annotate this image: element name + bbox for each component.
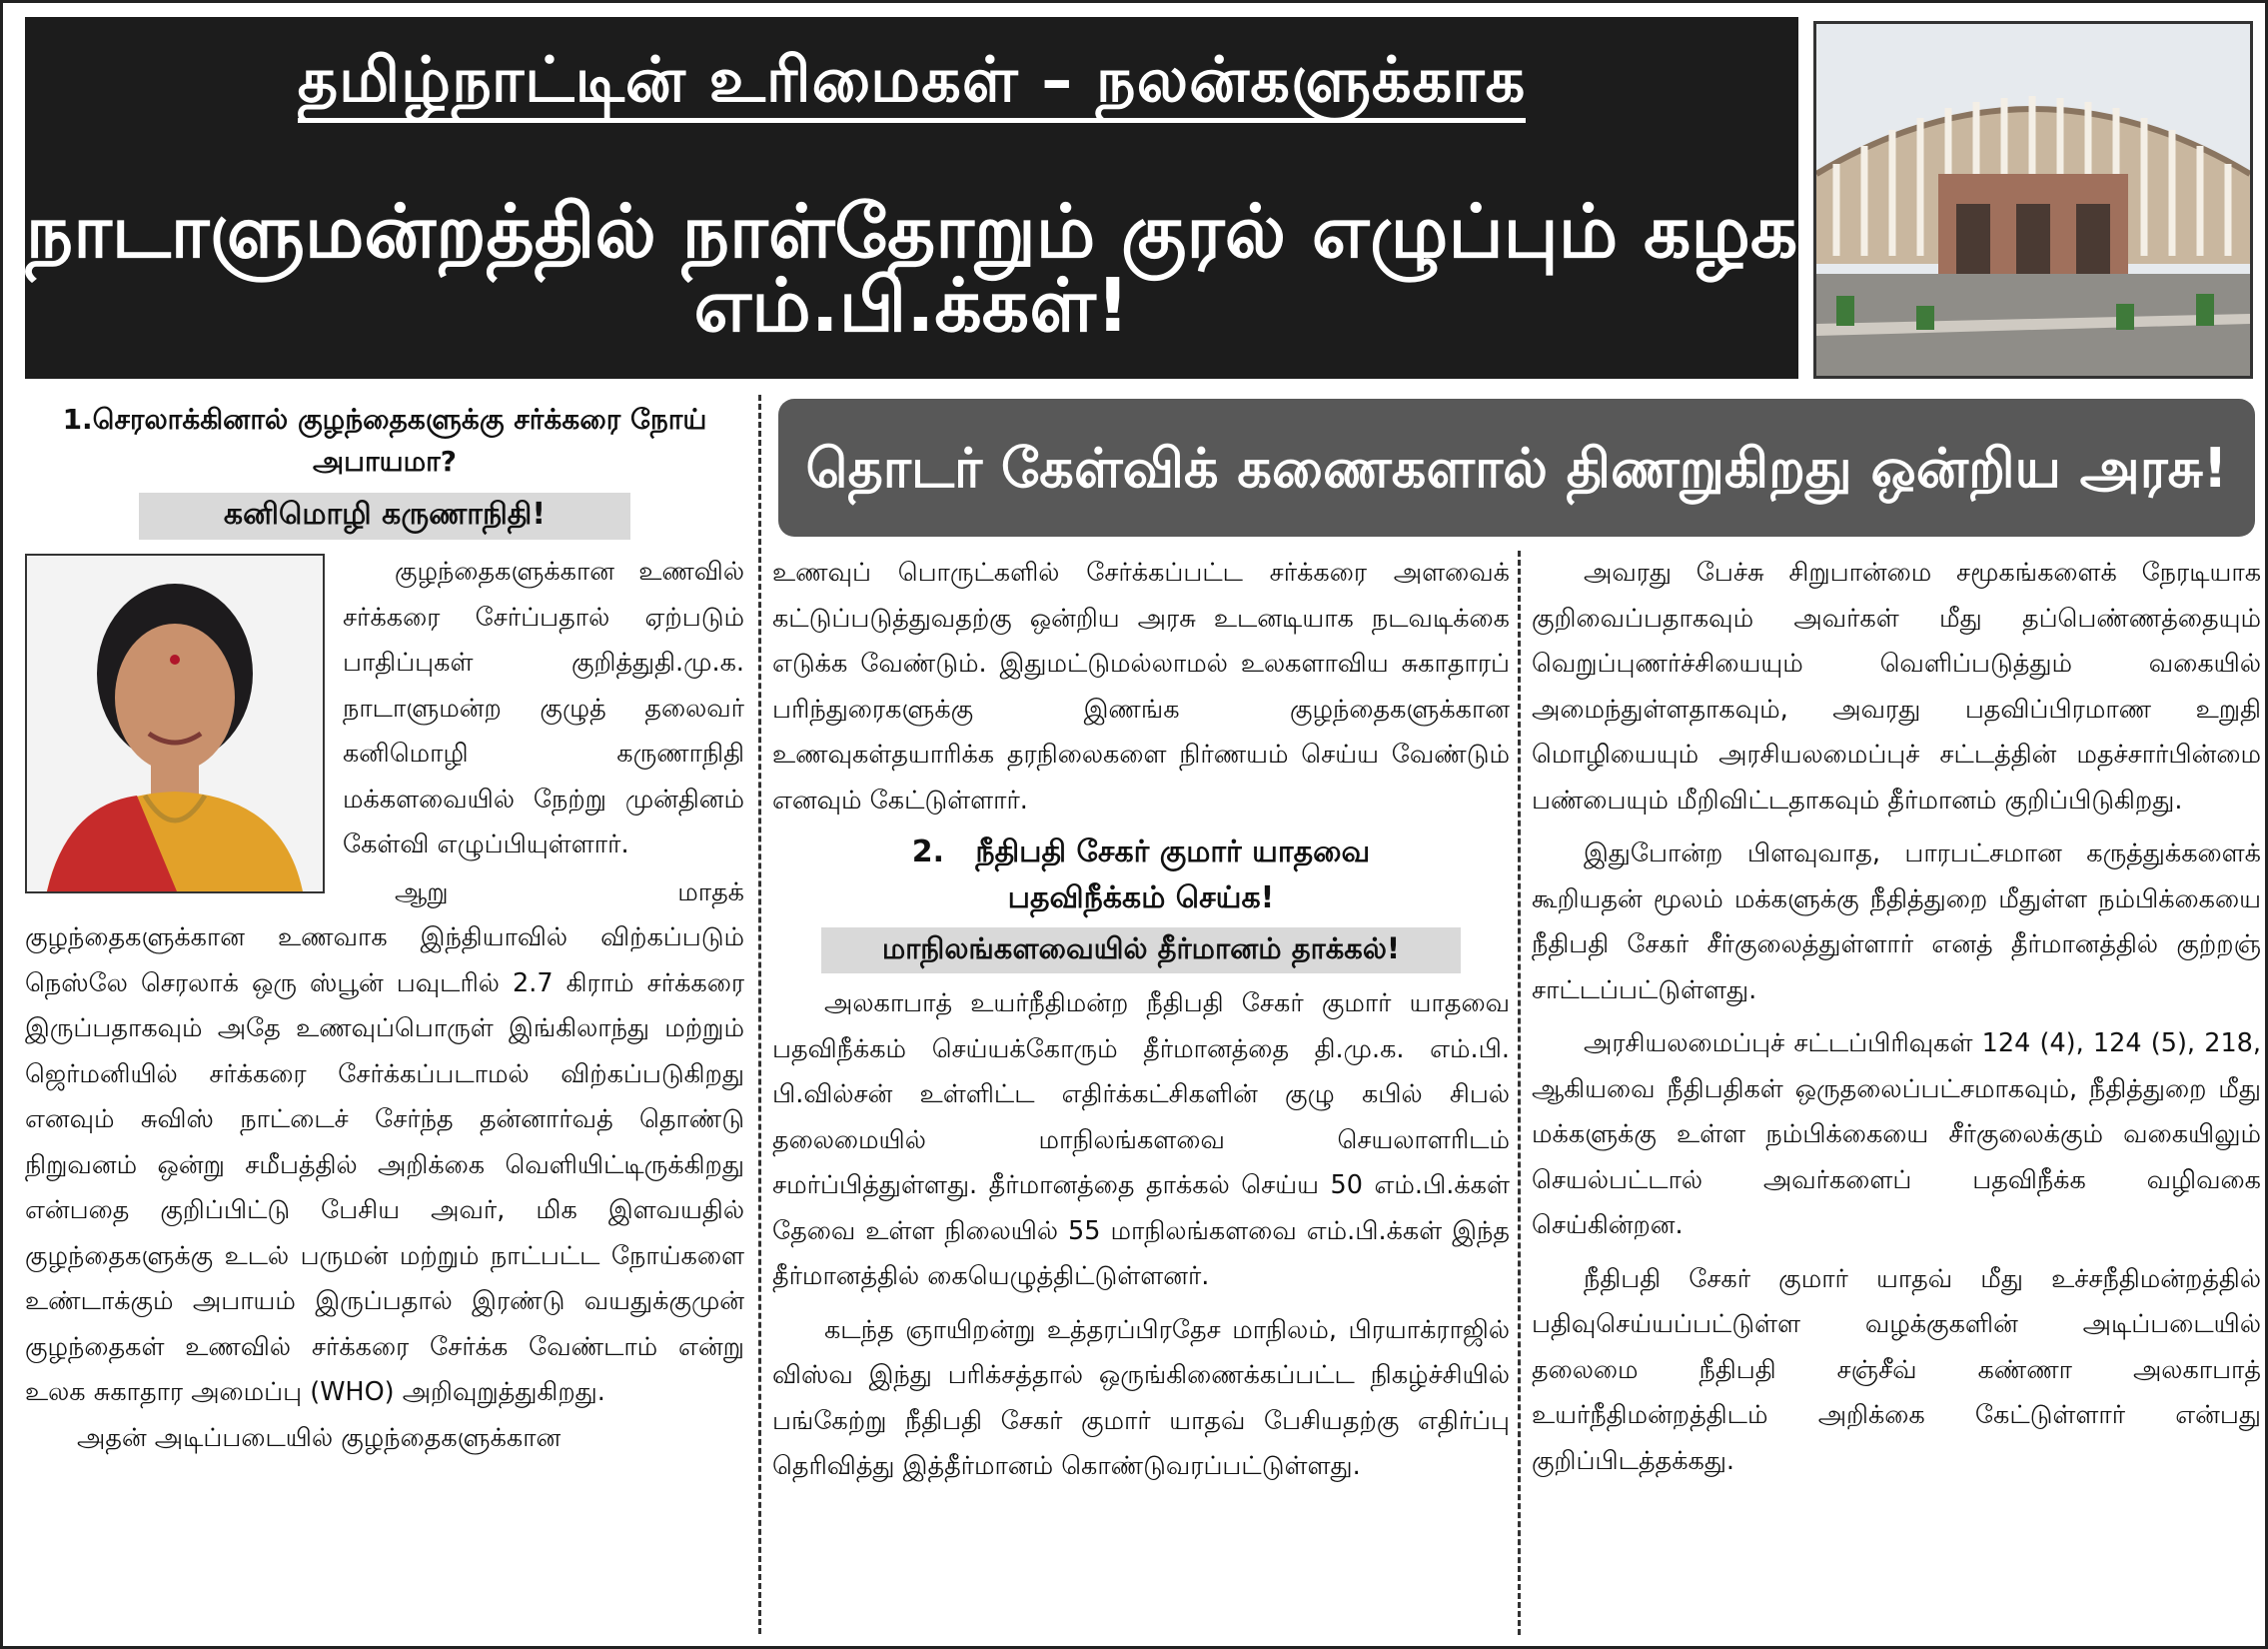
article-1-paragraph: உணவுப் பொருட்களில் சேர்க்கப்பட்ட சர்க்கரை அளவைக் கட்டுப்படுத்துவதற்கு ஒன்றிய அரசு உடனடியாக நடவடிக்கை எடுக்க வேண்டும். இதுமட்டுமல்லாமல் உலகளாவிய சுகாதாரப் பரிந்துரைகளுக்கு இணங்க குழந்தைகளுக்கான உணவுகள்தயாரிக்க தரநிலைகளை நிர்ணயம் செய்ய வேண்டும் எனவும் கேட்டுள்ளார். bbox=[772, 558, 1510, 816]
article-2-paragraph: இதுபோன்ற பிளவுவாத, பாரபட்சமான கருத்துக்களைக் கூறியதன் மூலம் மக்களுக்கு நீதித்துறை மீதுள்ள நம்பிக்கையை நீதிபதி சேகர் சீர்குலைத்துள்ளார் எனத் தீர்மானத்தில் குற்றஞ் சாட்டப்பட்டுள்ளது. bbox=[1532, 838, 2261, 1005]
article-2-paragraph: அலகாபாத் உயர்நீதிமன்ற நீதிபதி சேகர் குமார் யாதவை பதவிநீக்கம் செய்யக்கோரும் தீர்மானத்தை தி.மு.க. எம்.பி. பி.வில்சன் உள்ளிட்ட எதிர்க்கட்சிகளின் குழு கபில் சிபல் தலைமையில் மாநிலங்களவை செயலாளரிடம் சமர்ப்பித்துள்ளது. தீர்மானத்தை தாக்கல் செய்ய 50 எம்.பி.க்கள் தேவை உள்ள நிலையில் 55 மாநிலங்களவை எம்.பி.க்கள் இந்த தீர்மானத்தில் கையெழுத்திட்டுள்ளனர். bbox=[772, 988, 1510, 1291]
article-2-paragraph: அவரது பேச்சு சிறுபான்மை சமூகங்களைக் நேரடியாக குறிவைப்பதாகவும் அவர்கள் மீது தப்பெண்ணத்தையும் வெறுப்புணர்ச்சியையும் வெளிப்படுத்தும் வகையில் அமைந்துள்ளதாகவும், அவரது பதவிப்பிரமாண உறுதி மொழியையும் அரசியலமைப்புச் சட்டத்தின் மதச்சார்பின்மை பண்பையும் மீறிவிட்டதாகவும் தீர்மானம் குறிப்பிடுகிறது. bbox=[1532, 558, 2261, 816]
column-1 bbox=[25, 395, 744, 1634]
article-2-paragraph: நீதிபதி சேகர் குமார் யாதவ் மீது உச்சநீதிமன்றத்தில் பதிவுசெய்யப்பட்டுள்ள வழக்குகளின் அடிப்படையில் தலைமை நீதிபதி சஞ்சீவ் கண்ணா அலகாபாத் உயர்நீதிமன்றத்திடம் அறிக்கை கேட்டுள்ளார் என்பது குறிப்பிடத்தக்கது. bbox=[1532, 1263, 2261, 1476]
article-2-subtitle: மாநிலங்களவையில் தீர்மானம் தாக்கல்! bbox=[821, 927, 1461, 973]
article-2-title-line: பதவிநீக்கம் செய்க! bbox=[1007, 880, 1275, 915]
column-divider bbox=[758, 395, 761, 1634]
portrait-illustration bbox=[27, 556, 323, 891]
header-block bbox=[25, 17, 1798, 379]
section-banner bbox=[778, 399, 2255, 537]
article-1-paragraph: அதன் அடிப்படையில் குழந்தைகளுக்கான bbox=[77, 1422, 562, 1453]
main-headline: நாடாளுமன்றத்தில் நாள்தோறும் குரல் எழுப்பும் கழக எம்.பி.க்கள்! bbox=[25, 189, 1798, 349]
article-2-title-line: 2. நீதிபதி சேகர் குமார் யாதவை bbox=[911, 834, 1371, 869]
kicker-line bbox=[25, 43, 1798, 125]
article-2-title bbox=[772, 829, 1510, 921]
article-1-title: 1.செரலாக்கினால் குழந்தைகளுக்கு சர்க்கரை நோய் அபாயமா? bbox=[62, 403, 707, 478]
kanimozhi-portrait bbox=[25, 554, 325, 893]
column-divider bbox=[1518, 551, 1521, 1635]
article-1-byline: கனிமொழி கருணாநிதி! bbox=[139, 493, 630, 540]
article-2-paragraph: அரசியலமைப்புச் சட்டப்பிரிவுகள் 124 (4), 124 (5), 218, ஆகியவை நீதிபதிகள் ஒருதலைப்பட்சமாகவும், நீதித்துறை மீது மக்களுக்கு உள்ள நம்பிக்கையை சீர்குலைக்கும் வகையிலும் செயல்பட்டால் அவர்களைப் பதவிநீக்க வழிவகை செய்கின்றன. bbox=[1532, 1028, 2261, 1240]
parliament-illustration bbox=[1816, 24, 2250, 376]
article-1-paragraph: குழந்தைகளுக்கான உணவில் சர்க்கரை சேர்ப்பதால் ஏற்படும் பாதிப்புகள் குறித்துதி.மு.க. நாடாளுமன்ற குழுத் தலைவர் கனிமொழி கருணாநிதி மக்களவையில் நேற்று முன்தினம் கேள்வி எழுப்பியுள்ளார். bbox=[343, 557, 744, 859]
kicker-text: தமிழ்நாட்டின் உரிமைகள் – நலன்களுக்காக bbox=[298, 43, 1526, 123]
banner-text: தொடர் கேள்விக் கணைகளால் திணறுகிறது ஒன்றிய அரசு! bbox=[805, 437, 2228, 500]
column-2 bbox=[772, 551, 1510, 1635]
article-2-paragraph: கடந்த ஞாயிறன்று உத்தரப்பிரதேச மாநிலம், பிரயாக்ராஜில் விஸ்வ இந்து பரிக்சத்தால் ஒருங்கிணைக்கப்பட்ட நிகழ்ச்சியில் பங்கேற்று நீதிபதி சேகர் குமார் யாதவ் பேசியதற்கு எதிர்ப்பு தெரிவித்து இத்தீர்மானம் கொண்டுவரப்பட்டுள்ளது. bbox=[772, 1314, 1510, 1481]
article-1-paragraph: ஆறு மாதக் குழந்தைகளுக்கான உணவாக இந்தியாவில் விற்கப்படும் நெஸ்லே செரலாக் ஒரு ஸ்பூன் பவுடரில் 2.7 கிராம் சர்க்கரை இருப்பதாகவும் அதே உணவுப்பொருள் இங்கிலாந்து மற்றும் ஜெர்மனியில் சர்க்கரை சேர்க்கப்படாமல் விற்கப்படுகிறது எனவும் சுவிஸ் நாட்டைச் சேர்ந்த தன்னார்வத் தொண்டு நிறுவனம் ஒன்று சமீபத்தில் அறிக்கை வெளியிட்டிருக்கிறது என்பதை குறிப்பிட்டு பேசிய அவர், மிக இளவயதில் குழந்தைகளுக்கு உடல் பருமன் மற்றும் நாட்பட்ட நோய்களை உண்டாக்கும் அபாயம் இருப்பதால் இரண்டு வயதுக்குமுன் குழந்தைகள் உணவில் சர்க்கரை சேர்க்க வேண்டாம் என்று உலக சுகாதார அமைப்பு (WHO) அறிவுறுத்துகிறது. bbox=[25, 876, 744, 1407]
column-3 bbox=[1532, 551, 2261, 1635]
parliament-photo bbox=[1813, 21, 2253, 379]
